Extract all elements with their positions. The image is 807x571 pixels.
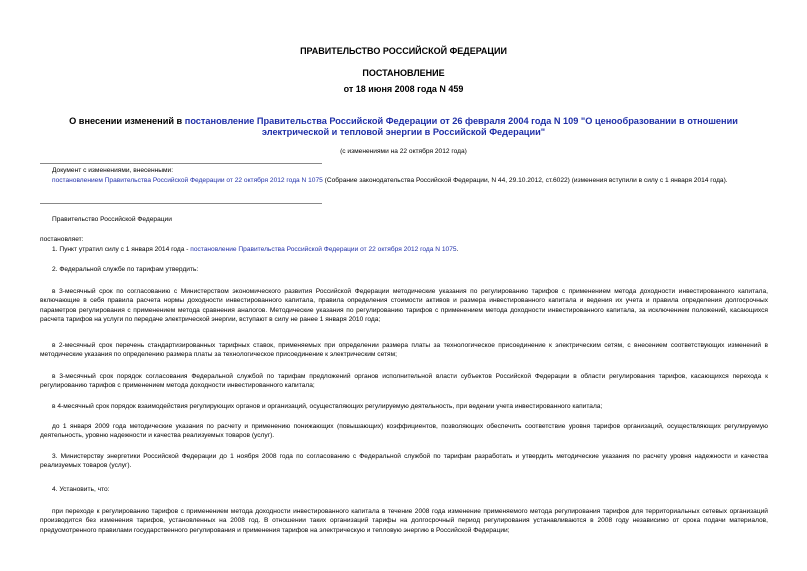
document-date: от 18 июня 2008 года N 459 — [343, 84, 464, 94]
paragraph-2: 2. Федеральной службе по тарифам утвердить: — [52, 266, 199, 273]
paragraph-4a: при переходе к регулированию тарифов с применением метода доходности инвестированного капитала в течение 2008 года изменение применяемого метода регулирования тарифов для территориальных сетевых организаций производится без изменения тарифов, установленных на 2008 год. В отношении таких организаций тарифы на долгосрочный период регулирования устанавливаются в 2008 году независимо от срока подачи материалов, предусмотренного правилами государственного регулирования и применения тарифов на электрическую и тепловую энергию в Российской Федерации; — [40, 508, 768, 534]
amendment-details: (Собрание законодательства Российской Федерации, N 44, 29.10.2012, ст.6022) (изменения вступили в силу с 1 января 2014 года). — [322, 177, 728, 184]
amendments-list — [40, 176, 768, 185]
paragraph-1 — [52, 245, 768, 254]
paragraph-2d: в 4-месячный срок порядок взаимодействия регулирующих органов и организаций, осуществляющих регулируемую деятельность, при ведении учета инвестированного капитала; — [52, 403, 603, 410]
paragraph-1-end: . — [456, 246, 459, 253]
title-prefix: О внесении изменений в — [69, 116, 185, 126]
title-link[interactable]: постановление Правительства Российской Федерации от 26 февраля 2004 года N 109 "О ценообразовании в отношении электрической и тепловой энергии в Российской Федерации" — [184, 116, 738, 137]
paragraph-1-text: 1. Пункт утратил силу с 1 января 2014 года - — [52, 246, 191, 253]
paragraph-2e: до 1 января 2009 года методические указания по расчету и применению понижающих (повышающих) коэффициентов, позволяющих обеспечить соответствие уровня тарифов организаций, осуществляющих регулируемую деятельность, уровню надежности и качества реализуемых товаров (услуг). — [40, 423, 768, 440]
decrees-word: постановляет: — [40, 236, 84, 243]
paragraph-2b: в 2-месячный срок перечень стандартизированных тарифных ставок, применяемых при определении размера платы за технологическое присоединение к электрическим сетям, с внесением соответствующих изменений в методические указания по определению размера платы за технологическое присоединение к электрическим сетям; — [40, 342, 768, 359]
divider-top — [40, 163, 322, 164]
government-heading: ПРАВИТЕЛЬСТВО РОССИЙСКОЙ ФЕДЕРАЦИИ — [300, 46, 507, 56]
paragraph-4: 4. Установить, что: — [52, 486, 110, 493]
paragraph-1-link[interactable]: постановление Правительства Российской Федерации от 22 октября 2012 года N 1075 — [190, 246, 457, 253]
divider-bottom — [40, 203, 322, 204]
paragraph-2c: в 3-месячный срок порядок согласования Федеральной службой по тарифам предложений органов исполнительной власти субъектов Российской Федерации в области регулирования тарифов, касающихся перехода к регулированию тарифов с применением метода доходности инвестированного капитала; — [40, 373, 768, 390]
amendment-link[interactable]: постановлением Правительства Российской Федерации от 22 октября 2012 года N 1075 — [52, 177, 323, 184]
amendments-intro: Документ с изменениями, внесенными: — [52, 167, 174, 174]
document-type: ПОСТАНОВЛЕНИЕ — [362, 68, 445, 78]
revision-note: (с изменениями на 22 октября 2012 года) — [340, 148, 467, 155]
document-title — [40, 116, 767, 138]
issuing-authority: Правительство Российской Федерации — [52, 216, 172, 223]
paragraph-2a: в 3-месячный срок по согласованию с Министерством экономического развития Российской Федерации методические указания по регулированию тарифов с применением метода доходности инвестированного капитала, включающие в себя правила расчета нормы доходности инвестированного капитала, правила определения стоимости активов и размера инвестированного капитала и ведения их учета и правила определения долгосрочных параметров регулирования с применением метода сравнения аналогов. Методические указания по регулированию тарифов с применением метода доходности инвестированного капитала, за исключением положений, касающихся расчета тарифов на услуги по передаче электрической энергии, вступают в силу не ранее 1 января 2010 года; — [40, 288, 768, 323]
paragraph-3: 3. Министерству энергетики Российской Федерации до 1 ноября 2008 года по согласованию с Федеральной службой по тарифам разработать и утвердить методические указания по расчету уровня надежности и качества реализуемых товаров (услуг). — [40, 453, 768, 470]
